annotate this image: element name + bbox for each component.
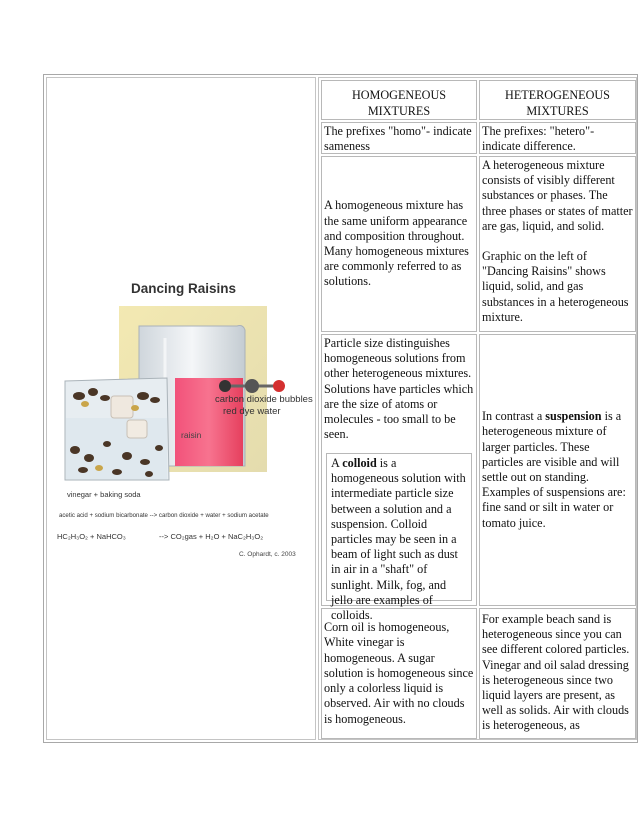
colloid-term: colloid [342,456,377,470]
comparison-cell [318,77,637,740]
suspension-cell: In contrast a suspension is a heterogeneous mixture of larger particles. These particles are visible and will settle out on standing. Examples of suspensions are: fine sand or silt in water or tomato juice. [479,334,636,606]
figure-title: Dancing Raisins [131,281,237,296]
caption-line2: acetic acid + sodium bicarbonate --> carbon dioxide + water + sodium acetate [59,512,269,519]
page-table [43,74,638,743]
figure-cell [46,77,316,740]
figure-credit: C. Ophardt, c. 2003 [239,551,296,558]
ice-block [111,396,133,418]
dancing-raisins-figure [47,78,315,739]
colloid-box: A colloid is a homogeneous solution with intermediate particle size between a solution and a suspension. Colloid particles may be seen in a beam of light such as dust in air in a "shaft" of sunlight. Milk, fog, and jello are examples of colloids. [326,453,472,601]
hetero-examples-cell: For example beach sand is heterogeneous since you can see different colored particles. Vinegar and oil salad dressing is heterogeneous since two liquid layers are present, as well as solids. Air with clouds is heterogeneous, as [479,608,636,739]
label-carbon-dioxide: carbon dioxide bubbles [215,394,313,405]
red-dye-water [175,378,243,466]
equation-right: --> CO₂gas + H₂O + NaC₂H₃O₂ [159,532,264,541]
label-raisin: raisin [181,430,202,440]
hetero-prefix-cell: The prefixes: "hetero"- indicate difference. [479,122,636,154]
homo-definition-cell: A homogeneous mixture has the same uniform appearance and composition throughout. Many homogeneous mixtures are commonly referred to as solutions. [321,156,477,332]
equation-left: HC₂H₃O₂ + NaHCO₃ [57,532,126,541]
homo-examples-cell: Corn oil is homogeneous, White vinegar is homogeneous. A sugar solution is homogeneous since only a colorless liquid is observed. Air with no clouds is homogeneous. [321,608,477,739]
header-heterogeneous: HETEROGENEOUS MIXTURES [479,80,636,120]
header-homogeneous: HOMOGENEOUS MIXTURES [321,80,477,120]
suspension-term: suspension [545,409,602,424]
caption-line1: vinegar + baking soda [67,490,141,499]
particle-size-cell: Particle size distinguishes homogeneous solutions from other heterogeneous mixtures. Solutions have particles which are the size of atoms or molecules - too small to be seen. A colloid is a homogeneous solution with intermediate particle size between a solution and a suspension. Colloid particles may be seen in a beam of light such as dust in air in a "shaft" of sunlight. Milk, fog, and jello are examples of colloids. [321,334,477,606]
hetero-definition-cell: A heterogeneous mixture consists of visibly different substances or phases. The three phases or states of matter are gas, liquid, and solid. Graphic on the left of "Dancing Raisins" shows liquid, solid, and gas substances in a heterogeneous mixture. [479,156,636,332]
homo-prefix-cell: The prefixes "homo"- indicate sameness [321,122,477,154]
label-red-dye-water: red dye water [223,406,281,417]
